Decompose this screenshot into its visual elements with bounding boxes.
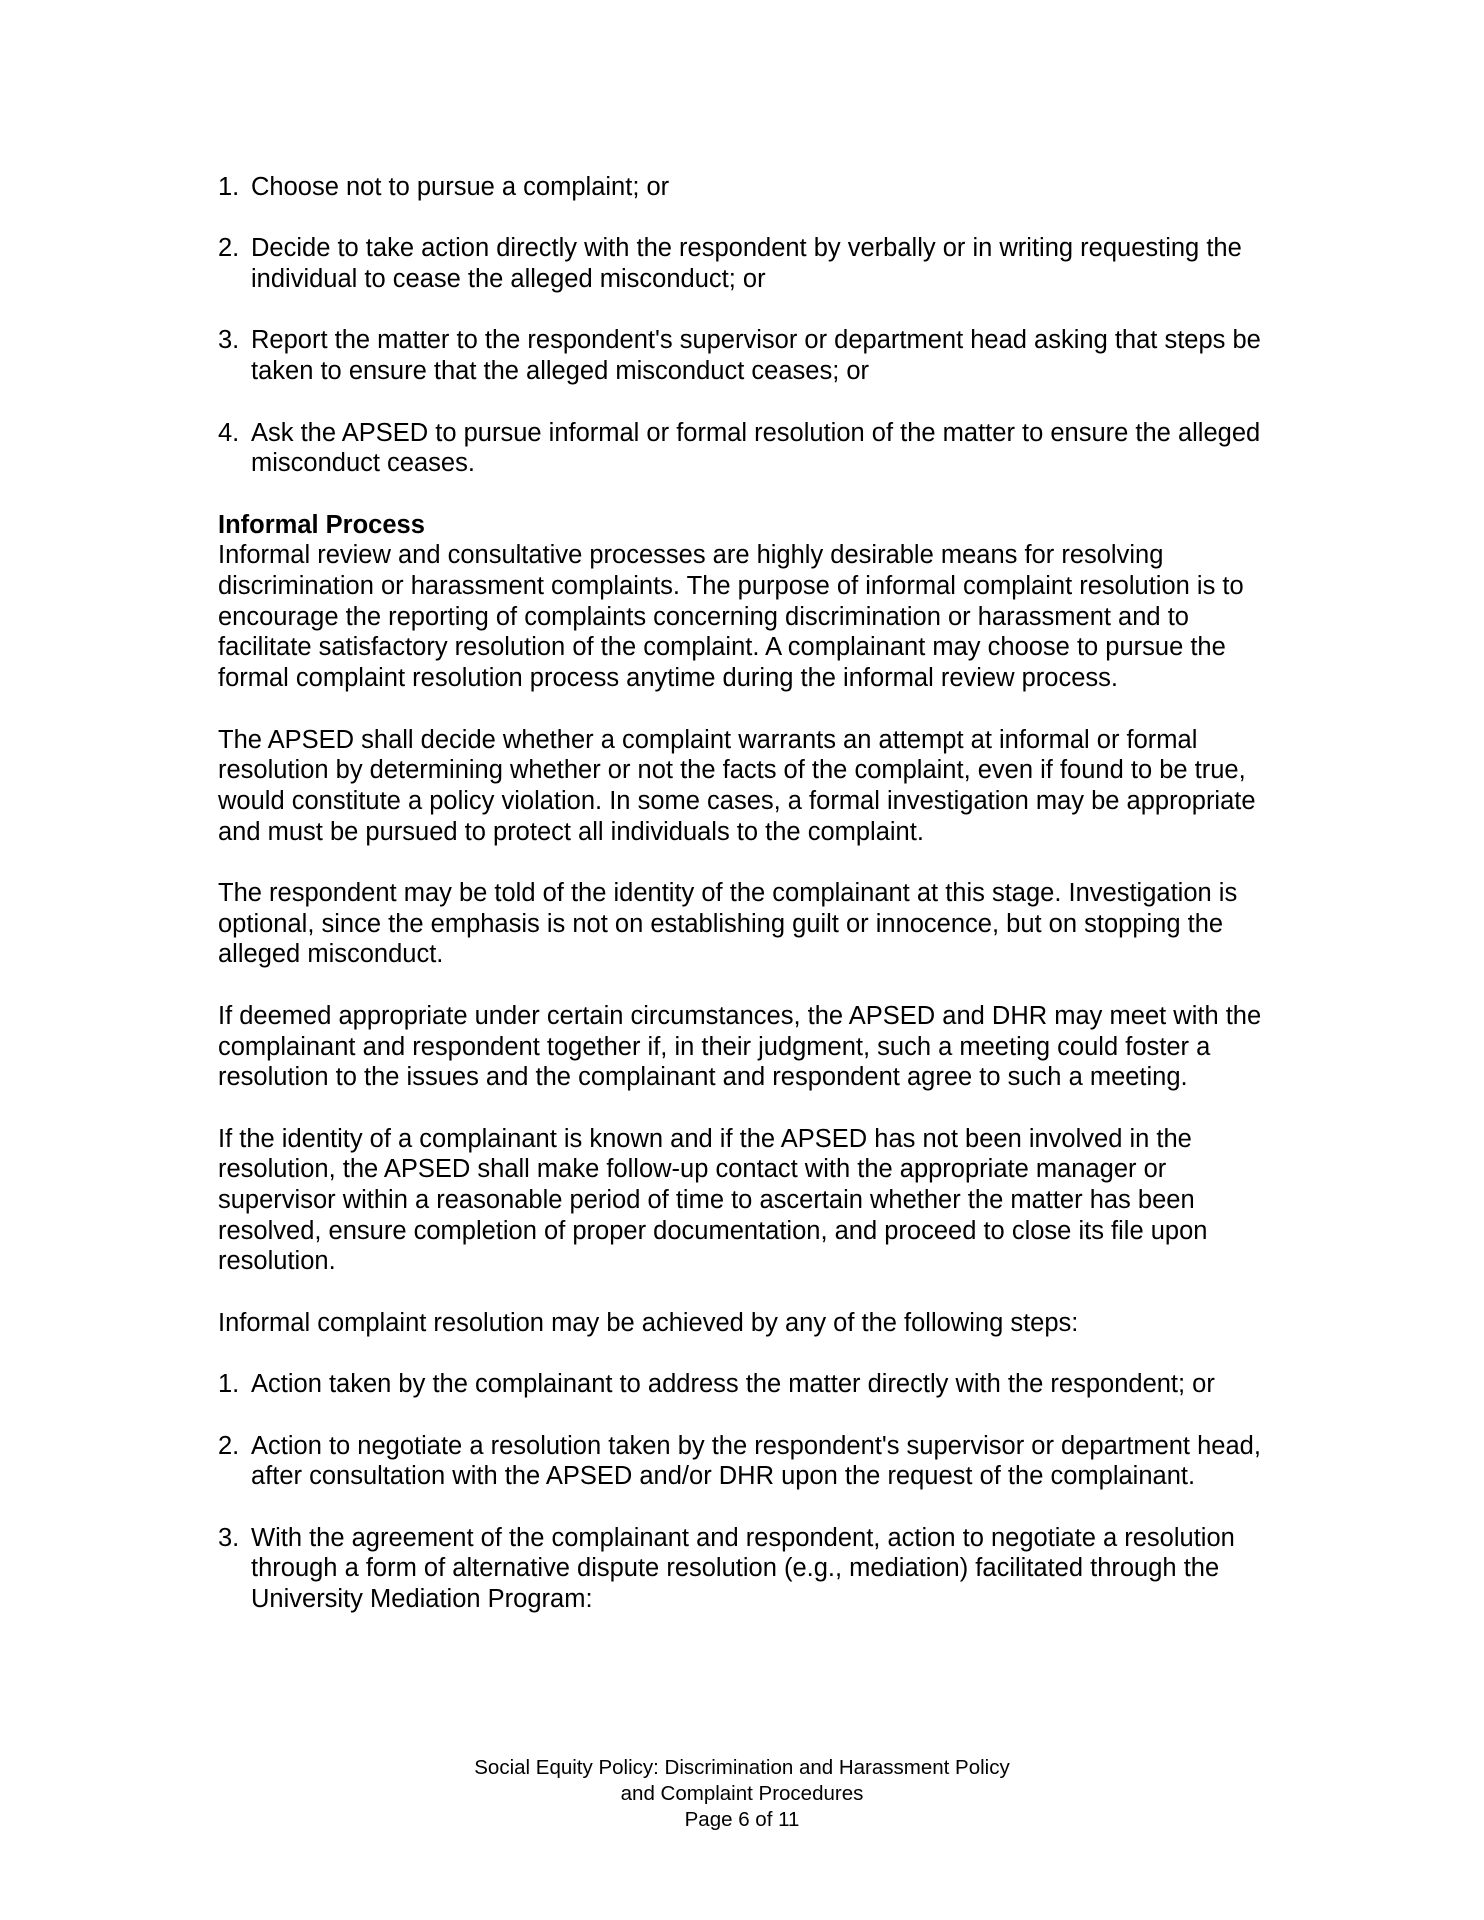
- list-number: 3.: [218, 326, 240, 355]
- paragraph: The respondent may be told of the identity of the complainant at this stage. Investigation is optional, since the emphasis is not on establishing guilt or innocence, but on stopping the alleged misconduct.: [218, 879, 1238, 969]
- list-item: [218, 418, 1278, 479]
- list-number: 1.: [218, 1370, 240, 1399]
- list-number: 1.: [218, 173, 240, 201]
- list-item: [218, 325, 1278, 386]
- list-number: 4.: [218, 418, 240, 447]
- list-item: [218, 1523, 1278, 1615]
- list-item-text: Ask the APSED to pursue informal or formal resolution of the matter to ensure the alleged misconduct ceases.: [251, 418, 1261, 478]
- page-footer: [0, 1755, 1484, 1833]
- paragraph: If the identity of a complainant is known and if the APSED has not been involved in the resolution, the APSED shall make follow-up contact with the appropriate manager or supervisor within a reasonable period of time to ascertain whether the matter has been resolved, ensure completion of proper documentation, and proceed to close its file upon resolution.: [218, 1124, 1208, 1276]
- list-item-text: Report the matter to the respondent's supervisor or department head asking that steps be taken to ensure that the alleged misconduct ceases; or: [251, 326, 1261, 386]
- footer-title: Social Equity Policy: Discrimination and Harassment Policy: [474, 1756, 1010, 1779]
- list-item: [218, 233, 1278, 294]
- list-item-text: Decide to take action directly with the respondent by verbally or in writing requesting the individual to cease the alleged misconduct; or: [251, 234, 1242, 294]
- paragraph: Informal review and consultative processes are highly desirable means for resolving discrimination or harassment complaints. The purpose of informal complaint resolution is to encourage the reporting of complaints concerning discrimination or harassment and to facilitate satisfactory resolution of the complaint. A complainant may choose to pursue the formal complaint resolution process anytime during the informal review process.: [218, 541, 1244, 693]
- section-heading: Informal Process: [218, 510, 425, 539]
- document-body: [218, 172, 1278, 1646]
- list-number: 3.: [218, 1523, 240, 1552]
- paragraph: The APSED shall decide whether a complaint warrants an attempt at informal or formal resolution by determining whether or not the facts of the complaint, even if found to be true, would constitute a policy violation. In some cases, a formal investigation may be appropriate and must be pursued to protect all individuals to the complaint.: [218, 725, 1256, 846]
- paragraph: If deemed appropriate under certain circumstances, the APSED and DHR may meet with the complainant and respondent together if, in their judgment, such a meeting could foster a resolution to the issues and the complainant and respondent agree to such a meeting.: [218, 1001, 1262, 1092]
- list-item-text: Action to negotiate a resolution taken by the respondent's supervisor or department head, after consultation with the APSED and/or DHR upon the request of the complainant.: [251, 1431, 1261, 1491]
- list-item: [218, 172, 1278, 203]
- footer-subtitle: and Complaint Procedures: [620, 1782, 864, 1805]
- list-item: [218, 1431, 1278, 1492]
- page-number: Page 6 of 11: [684, 1808, 800, 1831]
- list-number: 2.: [218, 1431, 240, 1460]
- list-item-text: Action taken by the complainant to address the matter directly with the respondent; or: [251, 1370, 1215, 1399]
- list-item-text: Choose not to pursue a complaint; or: [251, 173, 670, 201]
- paragraph: Informal complaint resolution may be achieved by any of the following steps:: [218, 1308, 1079, 1337]
- list-item-text: With the agreement of the complainant and respondent, action to negotiate a resolution through a form of alternative dispute resolution (e.g., mediation) facilitated through the University Mediation Program:: [251, 1523, 1235, 1614]
- list-item: [218, 1369, 1278, 1400]
- list-number: 2.: [218, 234, 240, 263]
